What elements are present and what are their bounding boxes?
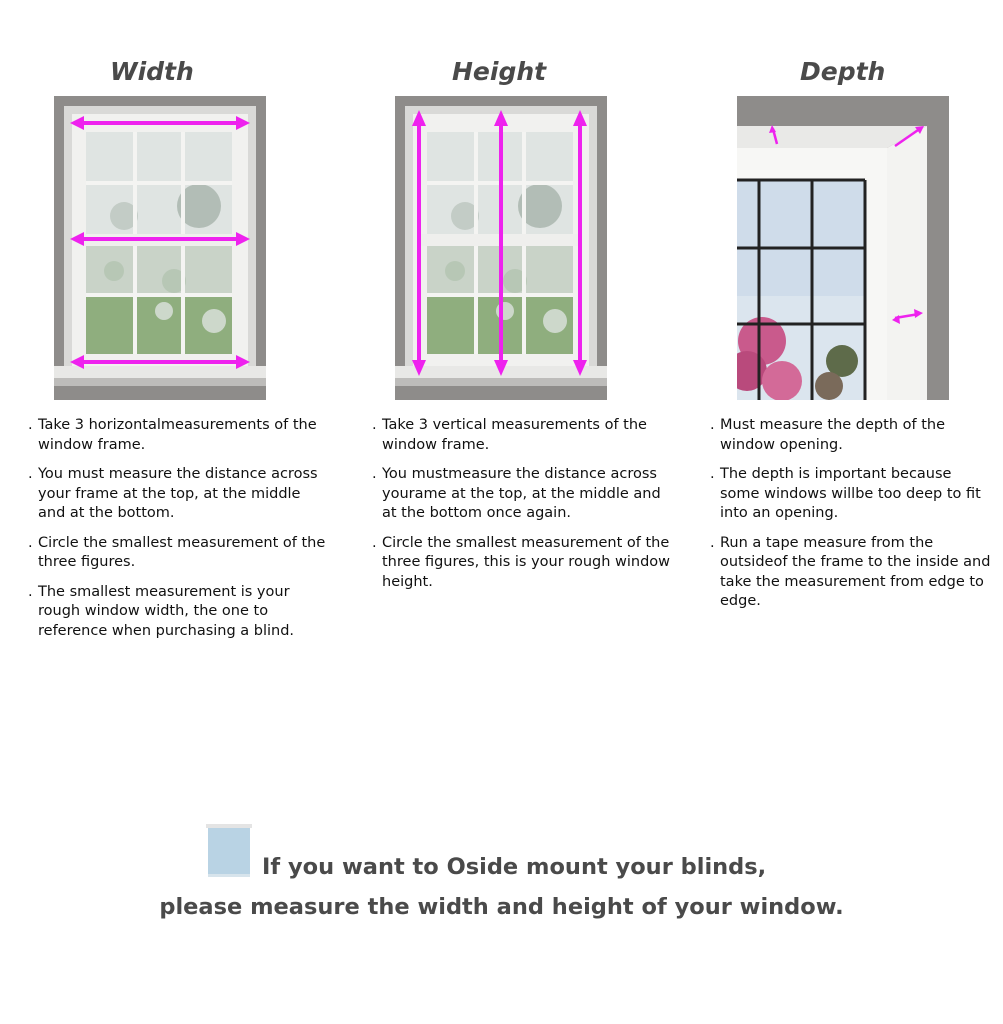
width-window-illustration [54, 96, 266, 400]
height-instructions [372, 416, 672, 602]
roller-blind-icon [206, 824, 252, 880]
width-bullet: . Circle the smallest measurement of the three figures. [28, 534, 328, 573]
width-bullet: . You must measure the distance across your frame at the top, at the middle and at the bottom. [28, 465, 328, 524]
height-title: Height [452, 57, 547, 86]
outside-mount-line-2: please measure the width and height of your window. [159, 894, 844, 920]
depth-instructions [710, 416, 995, 622]
width-title: Width [110, 57, 194, 86]
height-bullet: . You mustmeasure the distance across yourame at the top, at the middle and at the bottom once again. [372, 465, 672, 524]
width-instructions [28, 416, 328, 651]
outside-mount-line-1 [206, 824, 766, 880]
outside-mount-text-1: If you want to Oside mount your blinds, [262, 854, 767, 880]
depth-window-illustration [737, 96, 949, 400]
height-window-illustration [395, 96, 607, 400]
depth-bullet: . Run a tape measure from the outsideof the frame to the inside and take the measurement from edge to edge. [710, 534, 995, 612]
height-bullet: . Take 3 vertical measurements of the window frame. [372, 416, 672, 455]
width-bullet: . The smallest measurement is your rough window width, the one to reference when purchasing a blind. [28, 583, 328, 642]
depth-bullet: . Must measure the depth of the window opening. [710, 416, 995, 455]
depth-title: Depth [800, 57, 886, 86]
height-bullet: . Circle the smallest measurement of the three figures, this is your rough window height. [372, 534, 672, 593]
depth-bullet: . The depth is important because some windows willbe too deep to fit into an opening. [710, 465, 995, 524]
width-bullet: . Take 3 horizontalmeasurements of the window frame. [28, 416, 328, 455]
